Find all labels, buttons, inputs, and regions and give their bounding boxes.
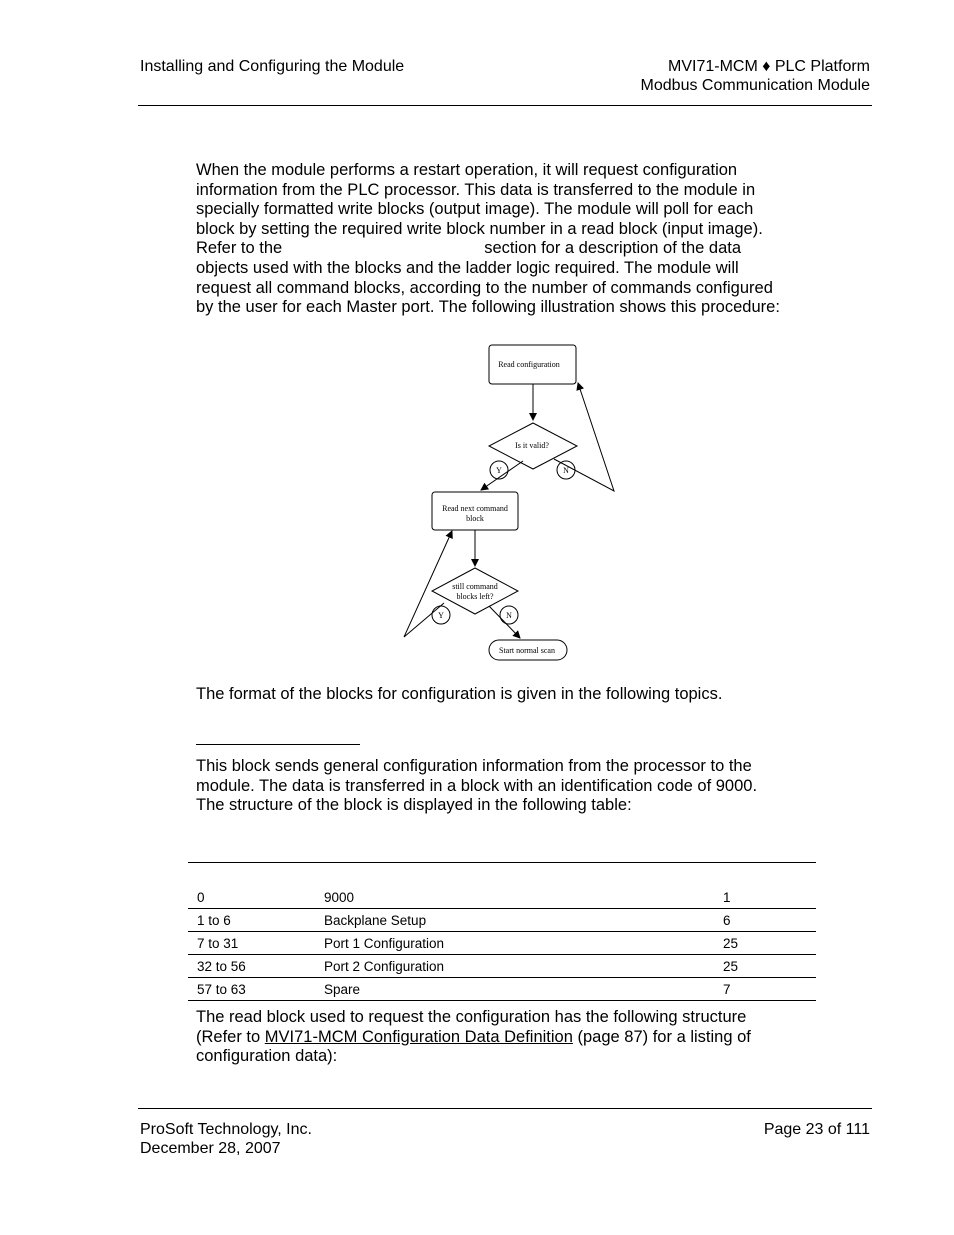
intro-line: When the module performs a restart operation, it will request configuration: [196, 161, 738, 179]
yes-arrow: [481, 461, 523, 490]
offset-cell: 7 to 31: [188, 932, 315, 955]
intro-refer-text: Refer to the: [196, 239, 283, 258]
length-cell: 25: [714, 955, 816, 978]
table-row: [188, 978, 816, 1001]
footer-page-number: Page 23 of 111: [763, 1121, 870, 1138]
description-cell: Backplane Setup: [315, 909, 714, 932]
intro-section-text: section for a description of the data: [484, 239, 742, 258]
read-block-line: [196, 1028, 816, 1048]
description-cell: 9000: [315, 886, 714, 909]
start-normal-scan-label: Start normal scan: [499, 646, 555, 655]
is-valid-label: Is it valid?: [515, 441, 549, 450]
header-product-line2: Modbus Communication Module: [640, 77, 870, 94]
format-paragraph: The format of the blocks for configuration is given in the following topics.: [196, 685, 723, 703]
no-label: N: [506, 611, 512, 620]
read-block-line: The read block used to request the configuration has the following structure: [196, 1008, 747, 1026]
yes-label: Y: [496, 466, 502, 475]
general-config-line: The structure of the block is displayed in the following table:: [196, 796, 632, 815]
offset-cell: 32 to 56: [188, 955, 315, 978]
read-block-paragraph: [196, 1008, 816, 1067]
section-heading-rule: [196, 744, 360, 745]
general-config-line: module. The data is transferred in a block with an identification code of 9000.: [196, 776, 758, 795]
offset-cell: 1 to 6: [188, 909, 315, 932]
footer-left: [140, 1120, 312, 1158]
yes-label: Y: [438, 611, 444, 620]
intro-line: information from the PLC processor. This data is transferred to the module in: [196, 180, 756, 199]
description-cell: Port 2 Configuration: [315, 955, 714, 978]
intro-line: block by setting the required write block number in a read block (input image).: [196, 219, 763, 238]
offset-cell: 0: [188, 886, 315, 909]
table-row: [188, 886, 816, 909]
general-config-paragraph: [196, 757, 816, 816]
header-section-title: Installing and Configuring the Module: [140, 58, 405, 75]
length-cell: 7: [714, 978, 816, 1001]
intro-line: specially formatted write blocks (output image). The module will poll for each: [196, 200, 754, 219]
footer-date: December 28, 2007: [140, 1140, 281, 1157]
footer-rule: [138, 1108, 872, 1109]
length-cell: 6: [714, 909, 816, 932]
intro-line: request all command blocks, according to the number of commands configured: [196, 278, 773, 297]
read-next-label-line2: block: [466, 514, 484, 523]
block-structure-table: [188, 886, 816, 1001]
offset-cell: 57 to 63: [188, 978, 315, 1001]
footer-company: ProSoft Technology, Inc.: [140, 1121, 312, 1138]
read-next-label-line1: Read next command: [442, 504, 508, 513]
table-row: [188, 955, 816, 978]
intro-line: by the user for each Master port. The following illustration shows this procedure:: [196, 298, 780, 317]
config-data-definition-link[interactable]: MVI71-MCM Configuration Data Definition: [264, 1027, 573, 1046]
table-row: [188, 909, 816, 932]
table-top-rule: [188, 862, 816, 863]
intro-line: objects used with the blocks and the ladder logic required. The module will: [196, 258, 739, 277]
general-config-line: This block sends general configuration information from the processor to the: [196, 757, 752, 775]
read-block-refer: (Refer to: [196, 1027, 265, 1046]
description-cell: Port 1 Configuration: [315, 932, 714, 955]
header-product-line1: MVI71-MCM ♦ PLC Platform: [668, 58, 870, 75]
length-cell: 1: [714, 886, 816, 909]
blocks-left-label-line1: still command: [452, 582, 498, 591]
no-label: N: [563, 466, 569, 475]
blocks-left-label-line2: blocks left?: [456, 592, 494, 601]
read-block-line: configuration data):: [196, 1047, 338, 1066]
table-row: [188, 932, 816, 955]
read-block-page-ref: (page 87) for a listing of: [572, 1027, 751, 1046]
description-cell: Spare: [315, 978, 714, 1001]
length-cell: 25: [714, 932, 816, 955]
read-configuration-label: Read configuration: [498, 360, 560, 369]
